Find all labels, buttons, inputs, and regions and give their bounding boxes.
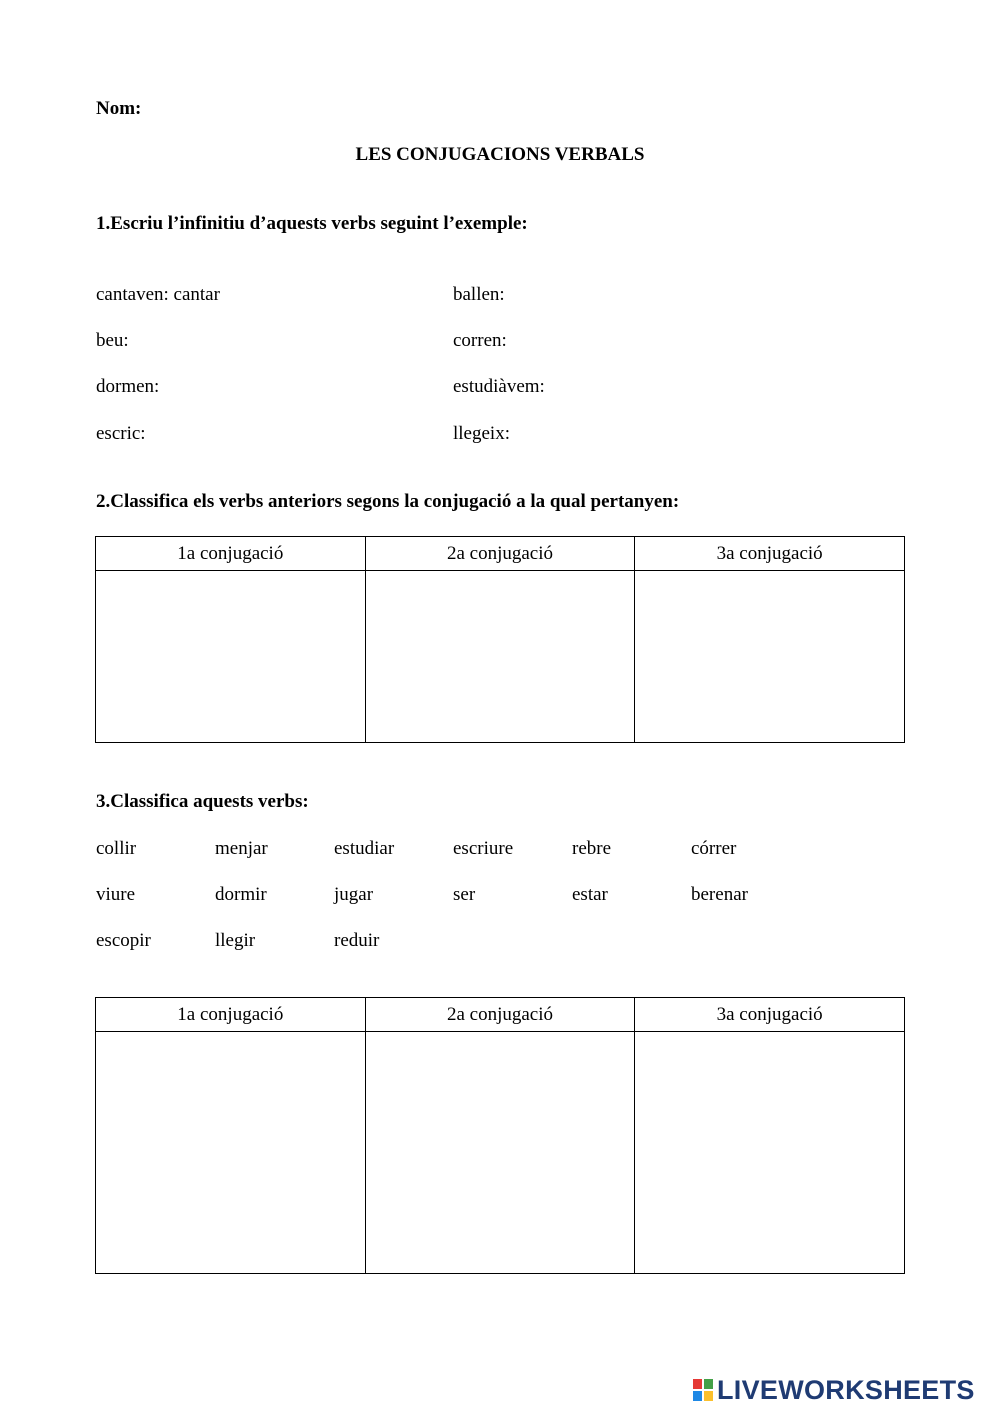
exercise-1-item: beu: — [96, 330, 129, 351]
exercise-1-item: cantaven: cantar — [96, 284, 220, 305]
name-label: Nom: — [96, 98, 142, 119]
logo-tile-blue — [692, 1390, 703, 1402]
logo-tile-red — [692, 1378, 703, 1390]
exercise-1-item: dormen: — [96, 376, 160, 397]
table-header-row — [96, 998, 905, 1032]
exercise-2-heading: 2.Classifica els verbs anteriors segons la conjugació a la qual pertanyen: — [96, 491, 680, 512]
exercise-3-heading: 3.Classifica aquests verbs: — [96, 791, 309, 812]
exercise-1-item: corren: — [453, 330, 507, 351]
verb-item: escopir — [96, 930, 151, 951]
liveworksheets-logo-text: LIVEWORKSHEETS — [717, 1374, 975, 1405]
verb-item: jugar — [334, 884, 374, 905]
exercise-1-item: ballen: — [453, 284, 505, 305]
verb-item: escriure — [453, 838, 514, 859]
exercise-1-item: llegeix: — [453, 423, 510, 444]
logo-tile-green — [703, 1378, 714, 1390]
verb-item: dormir — [215, 884, 267, 905]
liveworksheets-logo[interactable] — [692, 1376, 975, 1404]
logo-tile-yellow — [703, 1390, 714, 1402]
exercise-2-table — [95, 536, 905, 743]
answer-cell-2a[interactable] — [365, 1032, 635, 1274]
document-title: LES CONJUGACIONS VERBALS — [355, 144, 645, 165]
verb-item: berenar — [691, 884, 748, 905]
verb-item: estudiar — [334, 838, 395, 859]
exercise-1-heading: 1.Escriu l’infinitiu d’aquests verbs seguint l’exemple: — [96, 213, 528, 234]
column-header-2a: 2a conjugació — [365, 537, 635, 571]
table-row — [96, 571, 905, 743]
table-row — [96, 1032, 905, 1274]
answer-cell-3a[interactable] — [635, 1032, 905, 1274]
verb-item: estar — [572, 884, 608, 905]
verb-item: reduir — [334, 930, 380, 951]
verb-item: menjar — [215, 838, 268, 859]
verb-item: viure — [96, 884, 136, 905]
verb-item: ser — [453, 884, 476, 905]
exercise-1-item: estudiàvem: — [453, 376, 545, 397]
table-header-row — [96, 537, 905, 571]
answer-cell-1a[interactable] — [96, 1032, 366, 1274]
exercise-1-item: escric: — [96, 423, 146, 444]
column-header-1a: 1a conjugació — [96, 537, 366, 571]
column-header-3a: 3a conjugació — [635, 537, 905, 571]
column-header-2a: 2a conjugació — [365, 998, 635, 1032]
verb-item: córrer — [691, 838, 737, 859]
liveworksheets-logo-icon — [692, 1378, 714, 1402]
verb-item: collir — [96, 838, 137, 859]
answer-cell-1a[interactable] — [96, 571, 366, 743]
column-header-3a: 3a conjugació — [635, 998, 905, 1032]
answer-cell-3a[interactable] — [635, 571, 905, 743]
exercise-3-table — [95, 997, 905, 1274]
verb-item: rebre — [572, 838, 612, 859]
verb-item: llegir — [215, 930, 256, 951]
column-header-1a: 1a conjugació — [96, 998, 366, 1032]
answer-cell-2a[interactable] — [365, 571, 635, 743]
